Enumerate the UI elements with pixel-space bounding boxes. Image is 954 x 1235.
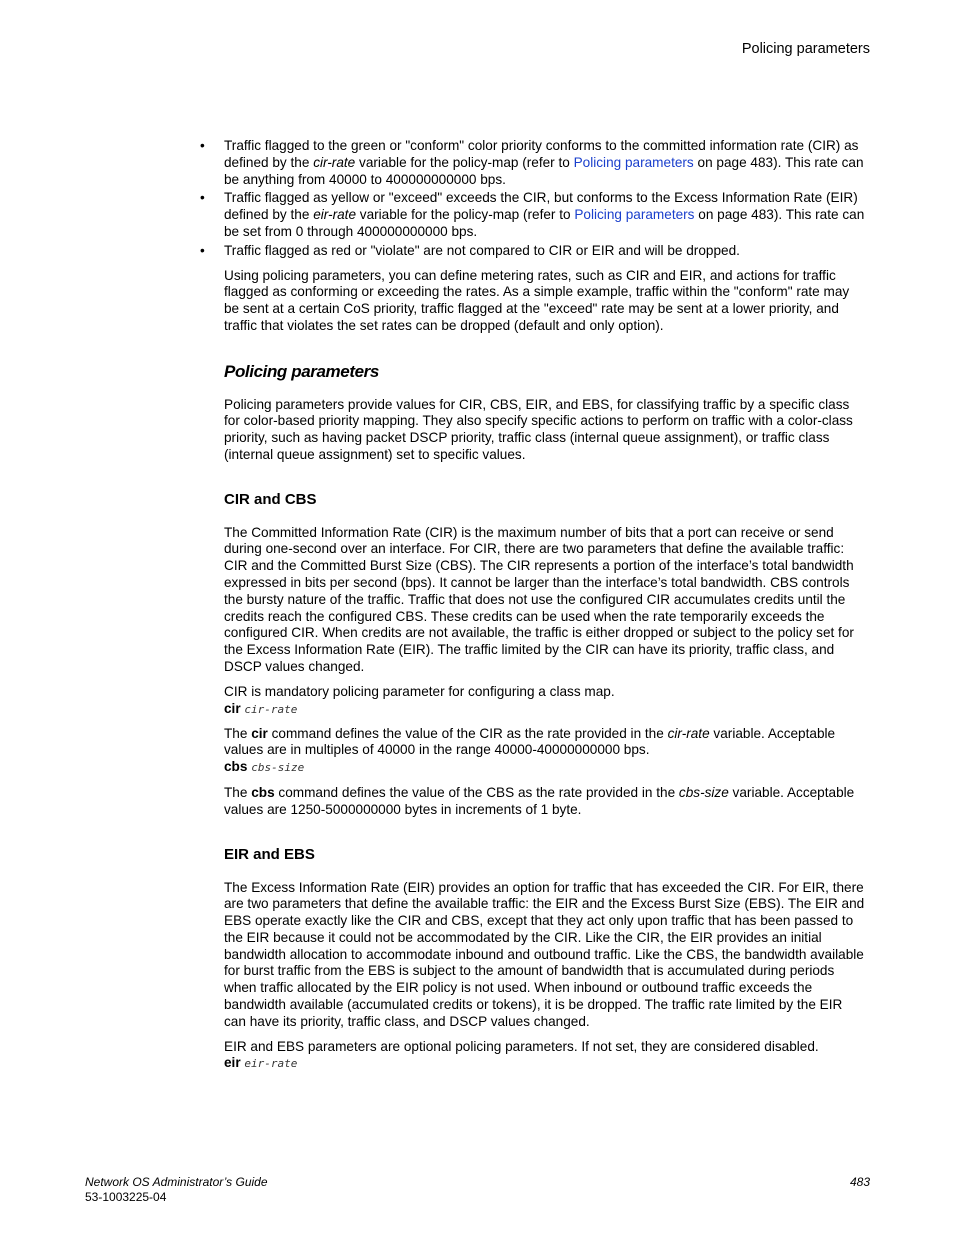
variable-name: cir-rate [313, 154, 356, 170]
list-item [200, 242, 868, 260]
running-header-title: Policing parameters [741, 41, 870, 57]
footer-left [85, 1175, 268, 1205]
list-item [200, 190, 868, 240]
command-argument: cir-rate [244, 702, 298, 716]
variable-name: eir-rate [313, 207, 356, 223]
list-item [200, 138, 868, 188]
bullet-list [200, 138, 868, 260]
list-item-text: variable for the policy-map (refer to [356, 207, 575, 223]
bullet-icon: • [200, 138, 205, 153]
guide-title: Network OS Administrator’s Guide [85, 1175, 268, 1189]
policing-parameters-link[interactable]: Policing parameters [574, 207, 695, 223]
eir-syntax [224, 1055, 868, 1072]
list-item-text: Traffic flagged as red or "violate" are not compared to CIR or EIR and will be dropped. [224, 242, 740, 258]
eir-ebs-heading: EIR and EBS [224, 845, 315, 863]
section-heading: Policing parameters [224, 361, 379, 381]
list-item-text: Traffic flagged as yellow or "exceed" exceeds the CIR, but conforms to the Excess Information Rate (EIR) defined by the [224, 190, 858, 223]
list-item-text: Traffic flagged to the green or "conform" color priority conforms to the committed information rate (CIR) as defined by the [224, 138, 859, 170]
bullet-icon: • [200, 242, 205, 258]
command-keyword: eir [224, 1055, 241, 1071]
command-argument: cbs-size [251, 761, 305, 775]
command-keyword: cbs [224, 759, 248, 775]
section-paragraph: Policing parameters provide values for CIR, CBS, EIR, and EBS, for classifying traffic by a specific class for color-based priority mapping. They also specify specific actions to perform on traffic with a color-class priority, such as having packet DSCP priority, traffic class (internal queue assignment), or traffic class (internal queue assignment) set to specific values. [224, 396, 853, 462]
command-keyword: cir [224, 700, 241, 716]
bullet-icon: • [200, 190, 205, 206]
intro-paragraph: Using policing parameters, you can define metering rates, such as CIR and EIR, and actions for traffic flagged as conforming or exceeding the rates. As a simple example, traffic within the "conform" rate may be sent at a certain CoS priority, traffic flagged at the "exceed" rate may be sent at a lower priority, and traffic that violates the set rates can be dropped (default and only option). [224, 267, 850, 333]
list-item-text: on page 483). This rate can be anything from 40000 to 400000000000 bps. [224, 154, 864, 187]
command-argument: eir-rate [244, 1057, 298, 1071]
page-content [200, 138, 868, 1072]
doc-number: 53-1003225-04 [85, 1190, 167, 1204]
cbs-syntax [224, 759, 868, 776]
cir-cbs-heading: CIR and CBS [224, 490, 317, 508]
cir-mandatory-paragraph: CIR is mandatory policing parameter for configuring a class map. [224, 683, 615, 699]
page-number: 483 [849, 1175, 870, 1189]
list-item-text: on page 483). This rate can be set from 0 through 400000000000 bps. [224, 207, 865, 239]
policing-parameters-link[interactable]: Policing parameters [573, 154, 694, 170]
eir-optional-paragraph: EIR and EBS parameters are optional policing parameters. If not set, they are considered disabled. [224, 1038, 819, 1054]
cir-cbs-paragraph: The Committed Information Rate (CIR) is the maximum number of bits that a port can receive or send during one-second over an interface. For CIR, there are two parameters that define the available traffic: CIR and the Committed Burst Size (CBS). The CIR represents a portion of the interface’s total bandwidth expressed in bits per second (bps). It cannot be larger than the interface’s total bandwidth. CBS controls the bursty nature of the traffic. Traffic that does not use the configured CIR accumulates credits until the credits reach the configured CBS. These credits can be used when the rate temporarily exceeds the configured CIR. When credits are not available, the traffic is either dropped or subject to the policy set for the Excess Information Rate (EIR). The traffic limited by the CIR can have its priority, traffic class, and DSCP values changed. [224, 524, 854, 674]
list-item-text: variable for the policy-map (refer to [355, 154, 574, 170]
cir-syntax [224, 701, 868, 718]
cbs-description: The cbs command defines the value of the CBS as the rate provided in the cbs-size variable. Acceptable values are 1250-5000000000 bytes in increments of 1 byte. [224, 785, 855, 817]
cir-description: The cir command defines the value of the CIR as the rate provided in the cir-rate variable. Acceptable values are in multiples of 40000 in the range 40000-40000000000 bps. [224, 725, 836, 758]
eir-ebs-paragraph: The Excess Information Rate (EIR) provides an option for traffic that has exceeded the CIR. For EIR, there are two parameters that define the available traffic: the EIR and the Excess Burst Size (EBS). The EIR and EBS operate exactly like the CIR and CBS, except that they act only upon traffic that has been passed to the EIR because it could not be accommodated by the CIR. Like the CIR, the EIR provides an initial bandwidth allocation to accommodate inbound and outbound traffic. Like the CBS, the bandwidth available for burst traffic from the EBS is subject to the amount of bandwidth that is accumulated during periods when traffic allocated by the EIR policy is not used. When inbound or outbound traffic exceeds the bandwidth available (accumulated credits or tokens), it is be dropped. The traffic rate limited by the EIR can have its priority, traffic class, and DSCP values changed. [224, 879, 865, 1029]
